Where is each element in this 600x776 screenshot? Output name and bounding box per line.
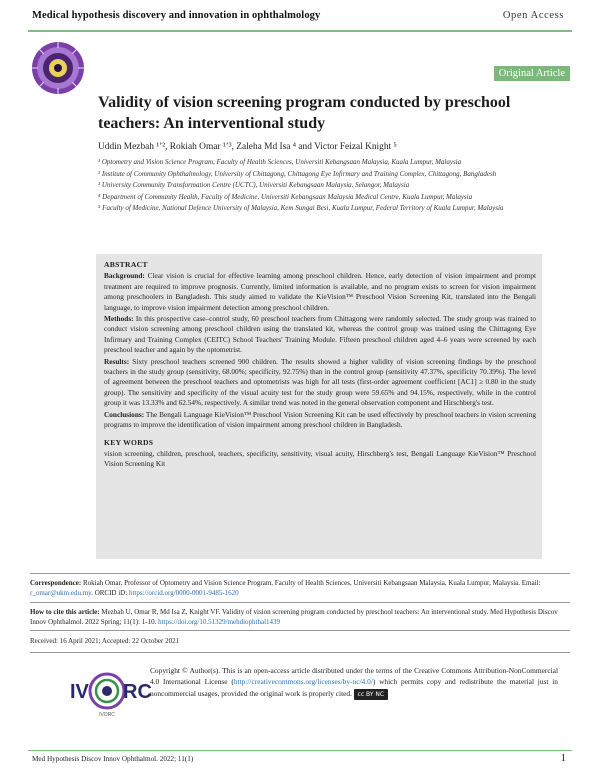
affiliation-item: ⁵ Faculty of Medicine, National Defence University of Malaysia, Kem Sungai Besi, Kuala Lumpur, Federal Territory of Kuala Lumpur, Malaysia <box>98 204 504 213</box>
divider <box>30 573 570 574</box>
received-accepted-dates: Received: 16 April 2021; Accepted: 22 October 2021 <box>30 637 180 645</box>
svg-text:RC: RC <box>123 681 152 703</box>
abstract-results <box>104 357 536 409</box>
ivorc-logo-icon <box>68 664 152 718</box>
copyright-text-2: ) which permits copy and redistribute the material just in noncommercial usages, provided the original work is properly cited. <box>150 677 558 698</box>
background-text: Clear vision is crucial for effective learning among preschool children. Hence, early detection of vision impairment and prompt treatment are required to improve prognosis. Currently, limited information is available, and no program exists to screen for vision impairment among preschoolers in Bangladesh. This study aimed to validate the KieVision™ Preschool Vision Screening Kit, translated into the Bengali language, to improve vision impairment detection among preschool children. <box>104 271 537 312</box>
page-number: 1 <box>560 752 566 764</box>
affiliations <box>98 157 538 215</box>
orcid-link[interactable]: https://orcid.org/0000-0001-9485-1620 <box>128 589 239 598</box>
logo-text: IVORC <box>99 712 115 718</box>
journal-header <box>0 0 600 44</box>
svg-text:IV: IV <box>70 681 89 703</box>
results-text: Sixty preschool teachers screened 900 children. The results showed a higher validity of vision screening findings by the preschool teachers in the study group (sensitivity, 68.00%; specificity, 92.75%) than in the control group (sensitivity 47.37%, specificity 70.39%). The level of agreement between the preschool teachers and optometrists was high for all tests (first-order agreement coefficient [AC1] ≥ 0.80 in the study group). The sensitivity and specificity of the visual acuity test for the study group were 59.65% and 94.15%, respectively, while in the control group it was 13.33% and 62.54%, respectively. A similar trend was noted in the general observation component and Hirschberg's test. <box>104 356 536 408</box>
background-label: Background: <box>104 271 145 281</box>
abstract-background <box>104 271 536 313</box>
author-list: Uddin Mezbah ¹ʼ², Rokiah Omar ¹ʼ³, Zaleha Md Isa ⁴ and Victor Feizal Knight ⁵ <box>98 142 397 152</box>
citation-text: Mezbah U, Omar R, Md Isa Z, Knight VF. Validity of vision screening program conducted by preschool teachers: An interventional study. Med Hypothesis Discov Innov Ophthalmol. 2022 Spring; 11(1): 1-10. <box>30 608 558 627</box>
license-link[interactable]: http://creativecommons.org/licenses/by-nc/4.0/ <box>233 677 373 687</box>
doi-link[interactable]: https://doi.org/10.51329/mehdiophthal1439 <box>158 618 281 627</box>
open-access-label: Open Access <box>502 10 564 21</box>
divider <box>30 630 570 631</box>
header-divider <box>28 30 572 32</box>
abstract-heading: ABSTRACT <box>104 260 148 269</box>
affiliation-item: ³ University Community Transformation Centre (UCTC), Universiti Kebangsaan Malaysia, Selangor, Malaysia <box>98 181 410 190</box>
abstract-methods <box>104 314 536 356</box>
orcid-label: . ORCID iD: <box>91 589 129 598</box>
affiliation-item: ¹ Optometry and Vision Science Program, Faculty of Health Sciences, Universiti Kebangsaan Malaysia, Kuala Lumpur, Malaysia <box>98 158 462 166</box>
affiliation-item: ⁴ Department of Community Health, Faculty of Medicine, Universiti Kebangsaan Malaysia Medical Centre, Kuala Lumpur, Malaysia <box>98 192 473 201</box>
journal-title: Medical hypothesis discovery and innovation in ophthalmology <box>32 10 321 21</box>
journal-logo-icon <box>30 40 86 96</box>
correspondence-text: Rokiah Omar, Professor of Optometry and Vision Science Program, Faculty of Health Sciences, Universiti Kebangsaan Malaysia, Kuala Lumpur, Malaysia. Email: <box>82 579 541 587</box>
abstract-content <box>104 260 536 471</box>
copyright-text-1: Copyright © Author(s). This is an open-access article distributed under the terms of the Creative Commons Attribution-NonCommercial 4.0 International License ( <box>150 666 558 687</box>
article-title: Validity of vision screening program conducted by preschool teachers: An interventional study <box>98 94 511 132</box>
conclusions-text: The Bengali Language KieVision™ Preschool Vision Screening Kit can be used effectively by preschool teachers in vision screening programs to improve the identification of vision impairment among preschool children in Bangladesh. <box>104 409 536 430</box>
keywords-text: vision screening, children, preschool, teachers, specificity, sensitivity, visual acuity, Hirschberg's test, Bengali Language KieVision™ Preschool Vision Screening Kit <box>104 448 536 469</box>
correspondence <box>30 578 570 598</box>
divider <box>30 602 570 603</box>
email-link[interactable]: r_omar@ukm.edu.my <box>30 589 92 598</box>
footer-citation: Med Hypothesis Discov Innov Ophthalmol. 2022; 11(1) <box>32 755 194 763</box>
footer-divider <box>28 750 572 751</box>
conclusions-label: Conclusions: <box>104 409 145 419</box>
abstract-conclusions <box>104 410 536 431</box>
citation <box>30 607 570 627</box>
methods-label: Methods: <box>104 314 134 324</box>
correspondence-label: Correspondence: <box>30 579 82 587</box>
results-label: Results: <box>104 356 130 366</box>
copyright-notice <box>150 665 558 700</box>
affiliation-item: ² Institute of Community Ophthalmology, University of Chittagong, Chittagong Eye Infirmary and Training Complex, Chittagong, Bangladesh <box>98 169 497 178</box>
cc-license-icon[interactable]: cc BY NC <box>354 689 388 700</box>
keywords-heading: KEY WORDS <box>104 437 154 447</box>
divider <box>30 652 570 653</box>
methods-text: In this prospective case–control study, 60 preschool teachers from Chittagong were randomly selected. The study group was trained to conduct vision screening among preschool children using the translated kit, whereas the control group was trained using the Chittagong Eye Infirmary and Training Complex (CEITC) School Teachers' Training Module. Fifteen preschool children aged 4–6 years were screened by each preschool teacher and again by the optometrist. <box>104 314 536 355</box>
citation-label: How to cite this article: <box>30 608 100 616</box>
article-type-badge: Original Article <box>494 66 570 81</box>
